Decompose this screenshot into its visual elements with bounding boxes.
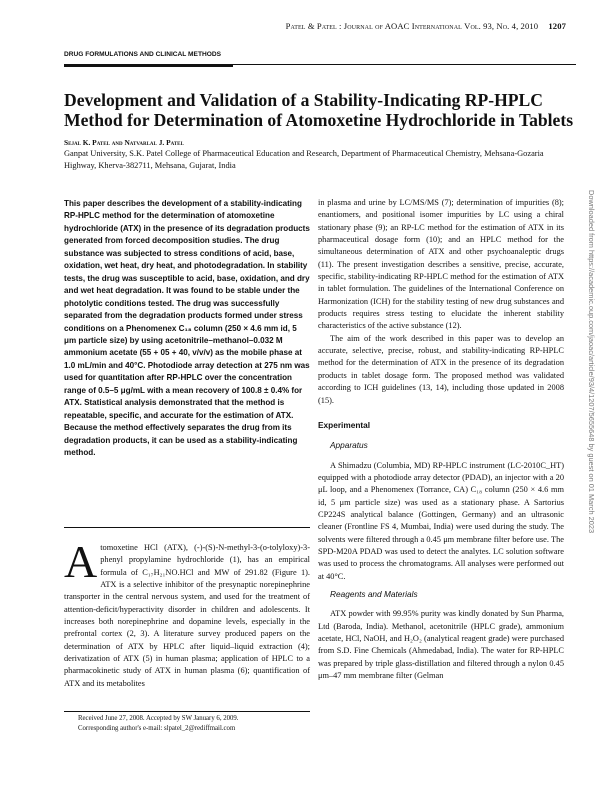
running-head-volume: Vol. 93, No. 4, 2010	[464, 21, 539, 31]
page-number: 1207	[548, 21, 566, 31]
apparatus-paragraph: A Shimadzu (Columbia, MD) RP-HPLC instrument (LC-2010C_HT) equipped with a photodiode array detector (PDAD), an injector with a 20 μL loop, and a Phenomenex (Torrance, CA) C₁₈ column (250 × 4.6 mm id, 5 μm particle size) was used as a stationary phase. A Sartorius CP224S analytical balance (Gottingen, Germany) and an ultrasonic cleaner (Frontline FS 4, Mumbai, India) were used during the study. The solvents were filtered through a 0.45 μm membrane filter before use. The SPD-M20A PDAD was used to detect the analytes. LC solution software was used to process the chromatograms. All analyses were performed out at 40°C.	[318, 460, 564, 581]
intro-paragraph-2: The aim of the work described in this paper was to develop an accurate, selective, precise, robust, and stability-indicating RP-HPLC method for the determination of ATX in the presence of its degradation products in tablet dosage form. The proposed method was validated according to ICH guidelines (13, 14), including those updated in 2008 (15).	[318, 333, 564, 405]
abstract-divider	[64, 527, 310, 528]
right-column-body	[318, 197, 564, 682]
left-column-body	[64, 536, 310, 690]
apparatus-heading: Apparatus	[330, 440, 368, 451]
intro-paragraph-1	[64, 536, 310, 690]
article-authors: Sejal K. Patel and Natvarlal J. Patel	[64, 138, 184, 147]
download-watermark	[586, 190, 598, 610]
running-head-journal: Journal of AOAC International	[343, 21, 462, 31]
article-title: Development and Validation of a Stability-Indicating RP-HPLC Method for Determination of Atomoxetine Hydrochloride in Tablets	[64, 90, 574, 130]
running-head	[286, 21, 566, 31]
reagents-heading: Reagents and Materials	[330, 588, 418, 599]
drop-cap: A	[64, 536, 98, 587]
corresponding-author-note: Corresponding author's e-mail: slpatel_2@rediffmail.com	[78, 724, 236, 732]
footnote-divider	[64, 711, 310, 712]
section-label: DRUG FORMULATIONS AND CLINICAL METHODS	[64, 51, 222, 58]
reagents-paragraph: ATX powder with 99.95% purity was kindly donated by Sun Pharma, Ltd (Baroda, India). Methanol, acetonitrile (HPLC grade), ammonium acetate, HCl, NaOH, and H₂O₂ (analytical reagent grade) were purchased from S.D. Fine Chemicals (Ahmedabad, India). The water for RP-HPLC was prepared by triple glass-distillation and filtered through a nylon 0.45 μm–47 mm membrane filter (Gelman	[318, 609, 564, 681]
experimental-heading: Experimental	[318, 419, 371, 430]
intro-paragraph-1-continued: in plasma and urine by LC/MS/MS (7); determination of impurities (8); enantiomers, and positional isomer impurities by LC using a chiral stationary phase (9); an RP-LC method for the estimation of ATX in its pharmaceutical dosage form (10); and an HPLC method for the simultaneous determination of ATX and other psychoanaleptic drugs (11). The present investigation describes a sensitive, precise, accurate, specific, stability-indicating RP-HPLC method for the estimation of ATX in tablet formulation. The guidelines of the International Conference on Harmonization (ICH) for the stability testing of new drug substances and products requires stress testing to elucidate the inherent stability characteristics of the active substance (12).	[318, 198, 564, 331]
section-divider-accent	[64, 64, 233, 67]
running-head-authors: Patel & Patel	[285, 21, 337, 31]
abstract: This paper describes the development of a stability-indicating RP-HPLC method for the determination of atomoxetine hydrochloride (ATX) in the presence of its degradation products generated from forced decomposition studies. The drug substance was subjected to stress conditions of acid, base, oxidation, wet heat, dry heat, and photodegradation. In stability tests, the drug was susceptible to acid, base, oxidation, and dry and wet heat degradation. It was found to be stable under the photolytic conditions tested. The drug was successfully separated from the degradation products formed under stress conditions on a Phenomenex C₁₈ column (250 × 4.6 mm id, 5 μm particle size) by using acetonitrile–methanol–0.032 M ammonium acetate (55 + 05 + 40, v/v/v) as the mobile phase at 1.0 mL/min and 40°C. Photodiode array detection at 275 nm was used for quantitation after RP-HPLC over the concentration range of 0.5–5 μg/mL with a mean recovery of 100.8 ± 0.4% for ATX. Statistical analysis demonstrated that the method is repeatable, specific, and accurate for the estimation of ATX. Because the method effectively separates the drug from its degradation products, it can be used as a stability-indicating method.	[64, 199, 310, 458]
download-watermark-text: Downloaded from https://academic.oup.com/jaoac/article/93/4/1207/5655648 by guest on 01 March 2023	[587, 190, 596, 534]
running-head-separator: :	[336, 21, 344, 31]
received-note: Received June 27, 2008. Accepted by SW January 6, 2009.	[78, 715, 239, 722]
footnotes	[78, 714, 308, 733]
article-affiliation: Ganpat University, S.K. Patel College of Pharmaceutical Education and Research, Department of Pharmaceutical Chemistry, Mehsana-Gozaria Highway, Kherva-382711, Mehsana, Gujarat, India	[64, 149, 544, 170]
intro-paragraph-1-text: tomoxetine HCl (ATX), (-)-(S)-N-methyl-3-(o-tolyloxy)-3-phenyl propylamine hydrochloride (1), has an empirical formula of C₁₇H₂₁NO.HCl and MW of 291.82 (Figure 1). ATX is a selective inhibitor of the presynaptic norepinephrine transporter in the central nervous system, and used for the treatment of attention-deficit/hyperactivity disorder in children and adolescents. It increases both norepinephrine and dopamine levels, especially in the prefrontal cortex (2, 3). A literature survey produced papers on the determination of ATX by HPLC after liquid–liquid extraction (4); derivatization of ATX (5) in human plasma; application of HPLC to a pharmacokinetic study of ATX in human plasma (6); quantification of ATX and its metabolites	[64, 543, 310, 688]
